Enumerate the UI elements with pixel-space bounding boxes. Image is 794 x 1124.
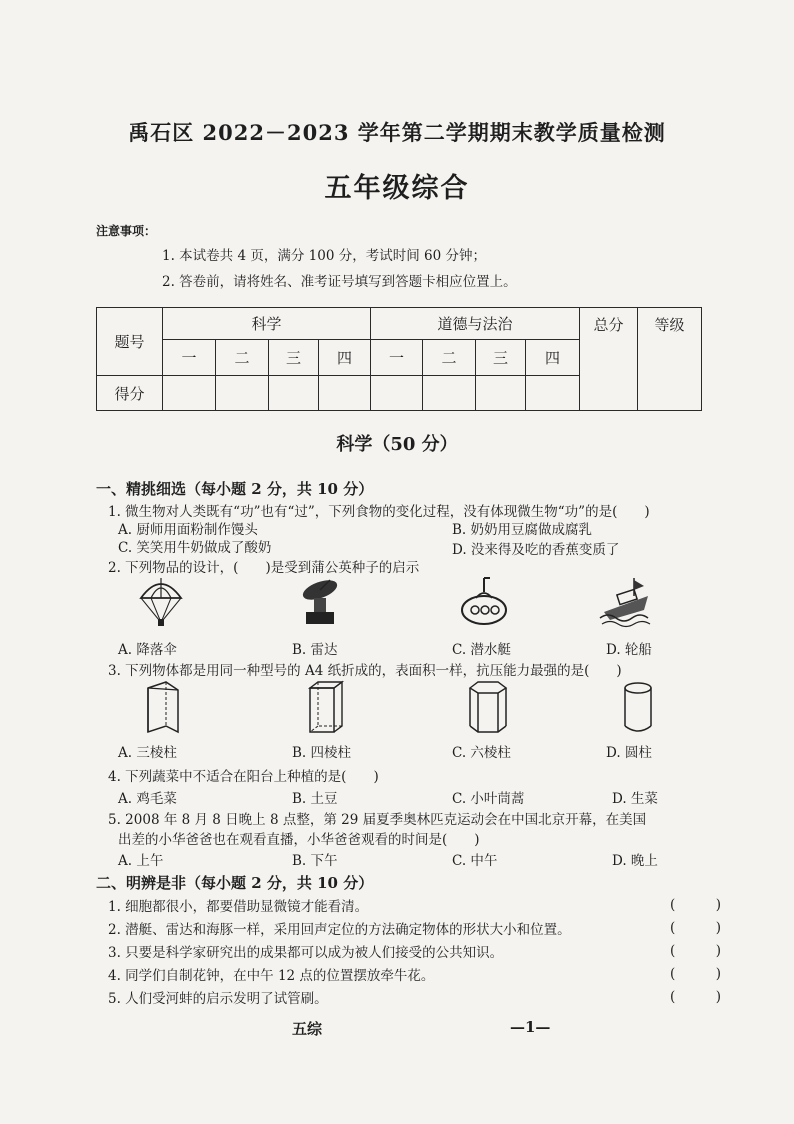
group-morality: 道德与法治 (371, 308, 580, 340)
morality-col-1: 一 (371, 340, 423, 376)
morality-col-3: 三 (476, 340, 526, 376)
triangular-prism-icon (144, 680, 184, 736)
score-cell[interactable] (163, 376, 216, 411)
radar-icon (296, 576, 342, 628)
q1-option-c: C. 笑笑用牛奶做成了酸奶 (118, 540, 272, 556)
tf-item-3: 3. 只要是科学家研究出的成果都可以成为被人们接受的公共知识。 (108, 945, 504, 961)
q4-option-a: A. 鸡毛菜 (118, 791, 177, 807)
q1-option-d: D. 没来得及吃的香蕉变质了 (452, 542, 620, 558)
q4-option-d: D. 生菜 (612, 791, 658, 807)
q4-option-b: B. 土豆 (292, 791, 338, 807)
tf-answer-blank-3[interactable]: ( ) (670, 943, 722, 959)
q1-stem: 1. 微生物对人类既有“功”也有“过”，下列食物的变化过程，没有体现微生物“功”的是( ) (108, 504, 650, 520)
score-cell[interactable] (476, 376, 526, 411)
science-col-1: 一 (163, 340, 216, 376)
q5-stem-line1: 5. 2008 年 8 月 8 日晚上 8 点整，第 29 届夏季奥林匹克运动会在中国北京开幕，在美国 (108, 812, 647, 828)
score-cell[interactable] (526, 376, 580, 411)
exam-subtitle: 五年级综合 (324, 173, 470, 204)
grade-header: 等级 (638, 308, 702, 411)
cylinder-icon (620, 680, 656, 736)
score-cell[interactable] (423, 376, 476, 411)
notice-heading: 注意事项： (96, 224, 157, 238)
morality-col-2: 二 (423, 340, 476, 376)
science-col-2: 二 (216, 340, 269, 376)
q3-option-b: B. 四棱柱 (292, 745, 352, 761)
row-label-score: 得分 (97, 376, 163, 411)
q3-option-d: D. 圆柱 (606, 745, 652, 761)
parachute-icon (138, 576, 184, 628)
q2-option-c: C. 潜水艇 (452, 642, 511, 658)
q5-option-a: A. 上午 (118, 853, 164, 869)
score-cell[interactable] (216, 376, 269, 411)
q2-option-a: A. 降落伞 (118, 642, 177, 658)
science-section-title: 科学（50 分） (336, 434, 458, 455)
tf-item-1: 1. 细胞都很小，都要借助显微镜才能看清。 (108, 899, 369, 915)
q1-option-a: A. 厨师用面粉制作馒头 (118, 522, 258, 538)
q4-stem: 4. 下列蔬菜中不适合在阳台上种植的是( ) (108, 769, 379, 785)
q3-option-a: A. 三棱柱 (118, 745, 177, 761)
q5-option-c: C. 中午 (452, 853, 498, 869)
q4-option-c: C. 小叶茼蒿 (452, 791, 525, 807)
tf-answer-blank-1[interactable]: ( ) (670, 897, 722, 913)
tf-item-5: 5. 人们受河蚌的启示发明了试管刷。 (108, 991, 328, 1007)
part2-title: 二、明辨是非（每小题 2 分，共 10 分） (96, 874, 374, 892)
q2-option-b: B. 雷达 (292, 642, 338, 658)
q2-stem: 2. 下列物品的设计，( )是受到蒲公英种子的启示 (108, 560, 420, 576)
group-science: 科学 (163, 308, 371, 340)
row-label-question: 题号 (97, 308, 163, 376)
hexagonal-prism-icon (466, 680, 512, 736)
tf-item-2: 2. 潜艇、雷达和海豚一样，采用回声定位的方法确定物体的形状大小和位置。 (108, 922, 571, 938)
q5-stem-line2: 出差的小华爸爸也在观看直播，小华爸爸观看的时间是( ) (118, 832, 480, 848)
score-table (96, 307, 702, 411)
q3-stem: 3. 下列物体都是用同一种型号的 A4 纸折成的，表面积一样，抗压能力最强的是( ) (108, 663, 622, 679)
score-cell[interactable] (371, 376, 423, 411)
part1-title: 一、精挑细选（每小题 2 分，共 10 分） (96, 480, 374, 498)
tf-answer-blank-2[interactable]: ( ) (670, 920, 722, 936)
exam-title: 禹石区 2022－2023 学年第二学期期末教学质量检测 (128, 120, 666, 145)
tf-item-4: 4. 同学们自制花钟，在中午 12 点的位置摆放牵牛花。 (108, 968, 435, 984)
notice-item-1: 1. 本试卷共 4 页，满分 100 分，考试时间 60 分钟； (162, 248, 486, 264)
q5-option-d: D. 晚上 (612, 853, 658, 869)
total-header: 总分 (580, 308, 638, 411)
q3-option-c: C. 六棱柱 (452, 745, 511, 761)
page-number: —1— (510, 1018, 551, 1036)
tf-answer-blank-4[interactable]: ( ) (670, 966, 722, 982)
notice-item-2: 2. 答卷前，请将姓名、准考证号填写到答题卡相应位置上。 (162, 274, 517, 290)
science-col-4: 四 (319, 340, 371, 376)
score-cell[interactable] (319, 376, 371, 411)
science-col-3: 三 (269, 340, 319, 376)
submarine-icon (458, 576, 510, 628)
morality-col-4: 四 (526, 340, 580, 376)
ship-icon (598, 576, 654, 628)
q1-option-b: B. 奶奶用豆腐做成腐乳 (452, 522, 593, 538)
footer-label: 五综 (292, 1020, 323, 1038)
score-cell[interactable] (269, 376, 319, 411)
square-prism-icon (306, 680, 346, 736)
q2-option-d: D. 轮船 (606, 642, 652, 658)
q5-option-b: B. 下午 (292, 853, 338, 869)
tf-answer-blank-5[interactable]: ( ) (670, 989, 722, 1005)
